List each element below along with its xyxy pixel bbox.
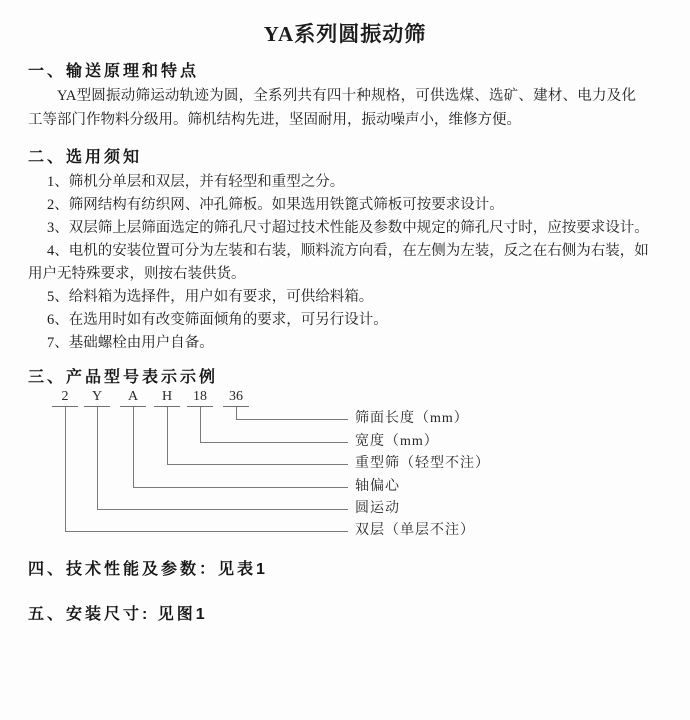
- model-code-char-circular: Y: [84, 389, 110, 407]
- model-code-label-eccentric: 轴偏心: [355, 479, 400, 494]
- connector-line-horizontal-double-deck: [65, 531, 348, 532]
- model-code-char-heavy: H: [154, 389, 180, 407]
- connector-line-horizontal-heavy: [167, 464, 348, 465]
- model-code-label-double-deck: 双层（单层不注）: [355, 523, 475, 538]
- notes-item-3: 3、双层筛上层筛面选定的筛孔尺寸超过技术性能及参数中规定的筛孔尺寸时，应按要求设计。: [47, 220, 649, 236]
- section-principle-heading: 一、输送原理和特点: [28, 63, 200, 80]
- model-code-label-width: 宽度（mm）: [355, 434, 439, 449]
- connector-line-vertical-width: [200, 407, 201, 442]
- section-installation-heading: 五、安装尺寸: 见图1: [28, 606, 208, 623]
- model-code-label-circular: 圆运动: [355, 501, 400, 516]
- connector-line-horizontal-eccentric: [133, 487, 348, 488]
- section-selection-heading: 二、选用须知: [28, 149, 143, 166]
- model-code-char-eccentric: A: [120, 389, 146, 407]
- connector-line-vertical-length: [236, 407, 237, 419]
- connector-line-horizontal-circular: [97, 509, 348, 510]
- document-title: YA系列圆振动筛: [263, 22, 427, 46]
- model-code-label-heavy: 重型筛（轻型不注）: [355, 456, 490, 471]
- connector-line-vertical-heavy: [167, 407, 168, 464]
- notes-item-7: 7、基础螺栓由用户自备。: [47, 335, 214, 351]
- notes-item-6: 6、在选用时如有改变筛面倾角的要求，可另行设计。: [47, 312, 388, 328]
- notes-item-4: 4、电机的安装位置可分为左装和右装，顺料流方向看，在左侧为左装，反之在右侧为右装，如用户无特殊要求，则按右装供货。: [28, 243, 649, 282]
- notes-item-2: 2、筛网结构有纺织网、冲孔筛板。如果选用铁篦式筛板可按要求设计。: [47, 197, 504, 213]
- selection-notes-list: [28, 171, 658, 355]
- model-code-label-length: 筛面长度（mm）: [355, 411, 469, 426]
- model-code-char-length: 36: [223, 389, 249, 407]
- connector-line-horizontal-width: [200, 442, 348, 443]
- connector-line-horizontal-length: [236, 419, 348, 420]
- connector-line-vertical-eccentric: [133, 407, 134, 487]
- section-performance-heading: 四、技术性能及参数：见表1: [28, 561, 268, 578]
- connector-line-vertical-double-deck: [65, 407, 66, 531]
- section-model-heading: 三、产品型号表示示例: [28, 369, 219, 386]
- model-code-char-double-deck: 2: [52, 389, 78, 407]
- notes-item-1: 1、筛机分单层和双层，并有轻型和重型之分。: [47, 174, 345, 190]
- connector-line-vertical-circular: [97, 407, 98, 509]
- notes-item-5: 5、给料箱为选择件，用户如有要求，可供给料箱。: [47, 289, 374, 305]
- model-code-char-width: 18: [187, 389, 213, 407]
- section-principle-paragraph: YA型圆振动筛运动轨迹为圆，全系列共有四十种规格，可供选煤、选矿、建材、电力及化工等部门作物料分级用。筛机结构先进，坚固耐用，振动噪声小，维修方便。: [28, 88, 636, 128]
